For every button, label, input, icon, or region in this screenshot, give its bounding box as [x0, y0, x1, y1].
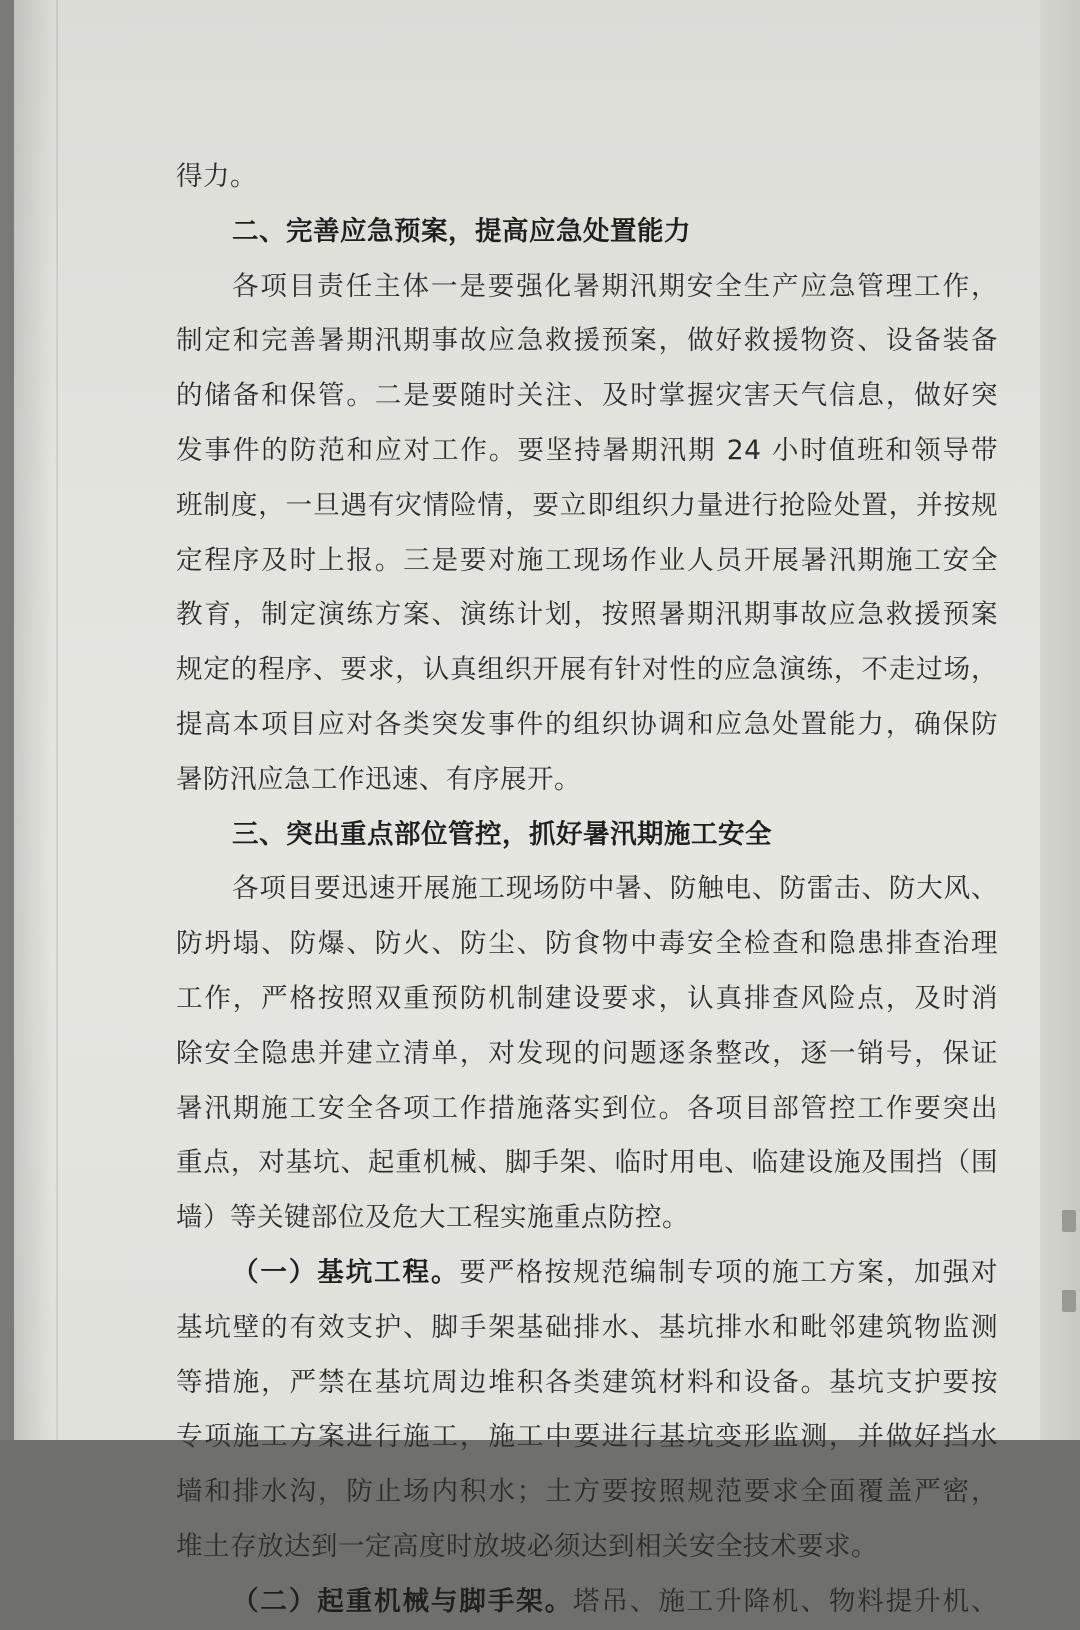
- subsection-lead: （二）起重机械与脚手架。: [232, 1585, 574, 1617]
- line-text: 墙和排水沟，防止场内积水；土方要按照规范要求全面覆盖严密，: [176, 1476, 998, 1508]
- paragraph-line: [176, 643, 998, 698]
- line-text: 班制度，一旦遇有灾情险情，要立即组织力量进行抢险处置，并按规: [176, 489, 998, 521]
- paragraph-line: [176, 1465, 998, 1520]
- line-text: 等措施，严禁在基坑周边堆积各类建筑材料和设备。基坑支护要按: [176, 1366, 998, 1398]
- line-text: 重点，对基坑、起重机械、脚手架、临时用电、临建设施及围挡（围: [176, 1147, 998, 1179]
- line-text: 各项目责任主体一是要强化暑期汛期安全生产应急管理工作，: [232, 270, 998, 302]
- line-text: 防坍塌、防爆、防火、防尘、防食物中毒安全检查和隐患排查治理: [176, 928, 998, 960]
- line-text: 的储备和保管。二是要随时关注、及时掌握灾害天气信息，做好突: [176, 380, 998, 412]
- line-text: 定程序及时上报。三是要对施工现场作业人员开展暑汛期施工安全: [176, 544, 998, 576]
- paragraph-line: [176, 1027, 998, 1082]
- paragraph-line: [176, 917, 998, 972]
- paragraph-line: [176, 1575, 998, 1630]
- paper-shadow: [14, 0, 54, 1440]
- line-text: 得力。: [176, 161, 257, 192]
- line-text: 教育，制定演练方案、演练计划，按照暑期汛期事故应急救援预案: [176, 599, 998, 631]
- line-text: 专项施工方案进行施工，施工中要进行基坑变形监测，并做好挡水: [176, 1421, 998, 1453]
- line-text: 堆土存放达到一定高度时放坡必须达到相关安全技术要求。: [176, 1530, 878, 1562]
- document-body: [176, 150, 998, 1630]
- paragraph-line: [176, 1520, 998, 1575]
- paragraph-line: [176, 698, 998, 753]
- underlying-page-mark: [1062, 1290, 1076, 1312]
- line-text: 基坑壁的有效支护、脚手架基础排水、基坑排水和毗邻建筑物监测: [176, 1311, 998, 1343]
- paragraph-line: [176, 753, 998, 808]
- paragraph-line: [176, 1246, 998, 1301]
- paragraph-line: [176, 588, 998, 643]
- section-heading: [176, 808, 998, 863]
- line-text: 发事件的防范和应对工作。要坚持暑期汛期 24 小时值班和领导带: [176, 434, 998, 466]
- line-text: 制定和完善暑期汛期事故应急救援预案，做好救援物资、设备装备: [176, 325, 998, 357]
- paragraph-line: [176, 1410, 998, 1465]
- paragraph-line: [176, 862, 998, 917]
- paragraph-line: [176, 369, 998, 424]
- paragraph-line: [176, 972, 998, 1027]
- line-text: 工作，严格按照双重预防机制建设要求，认真排查风险点，及时消: [176, 982, 998, 1014]
- line-text: 二、完善应急预案，提高应急处置能力: [232, 215, 691, 247]
- line-text: 墙）等关键部位及危大工程实施重点防控。: [176, 1202, 689, 1234]
- line-text: 塔吊、施工升降机、物料提升机、: [573, 1585, 999, 1617]
- line-text: 暑防汛应急工作迅速、有序展开。: [176, 763, 581, 795]
- line-text: 提高本项目应对各类突发事件的组织协调和应急处置能力，确保防: [176, 708, 998, 740]
- paper-fold: [56, 0, 58, 1440]
- line-text: 规定的程序、要求，认真组织开展有针对性的应急演练，不走过场，: [176, 654, 998, 686]
- paragraph-line: [176, 534, 998, 589]
- line-text: 暑汛期施工安全各项工作措施落实到位。各项目部管控工作要突出: [176, 1092, 998, 1124]
- paragraph-line: [176, 479, 998, 534]
- section-heading: [176, 205, 998, 260]
- line-text: 除安全隐患并建立清单，对发现的问题逐条整改，逐一销号，保证: [176, 1037, 998, 1069]
- line-text: 要严格按规范编制专项的施工方案，加强对: [459, 1256, 999, 1288]
- paragraph-line: [176, 1301, 998, 1356]
- paragraph-line: [176, 1136, 998, 1191]
- paragraph-line: [176, 424, 998, 479]
- paragraph-line: [176, 260, 998, 315]
- line-text: 三、突出重点部位管控，抓好暑汛期施工安全: [232, 818, 772, 850]
- paragraph-line: [176, 1356, 998, 1411]
- paragraph-line: [176, 150, 998, 205]
- line-text: 各项目要迅速开展施工现场防中暑、防触电、防雷击、防大风、: [232, 873, 998, 905]
- subsection-lead: （一）基坑工程。: [232, 1256, 460, 1288]
- paragraph-line: [176, 1082, 998, 1137]
- underlying-page-mark: [1062, 1210, 1076, 1232]
- paragraph-line: [176, 314, 998, 369]
- paragraph-line: [176, 1191, 998, 1246]
